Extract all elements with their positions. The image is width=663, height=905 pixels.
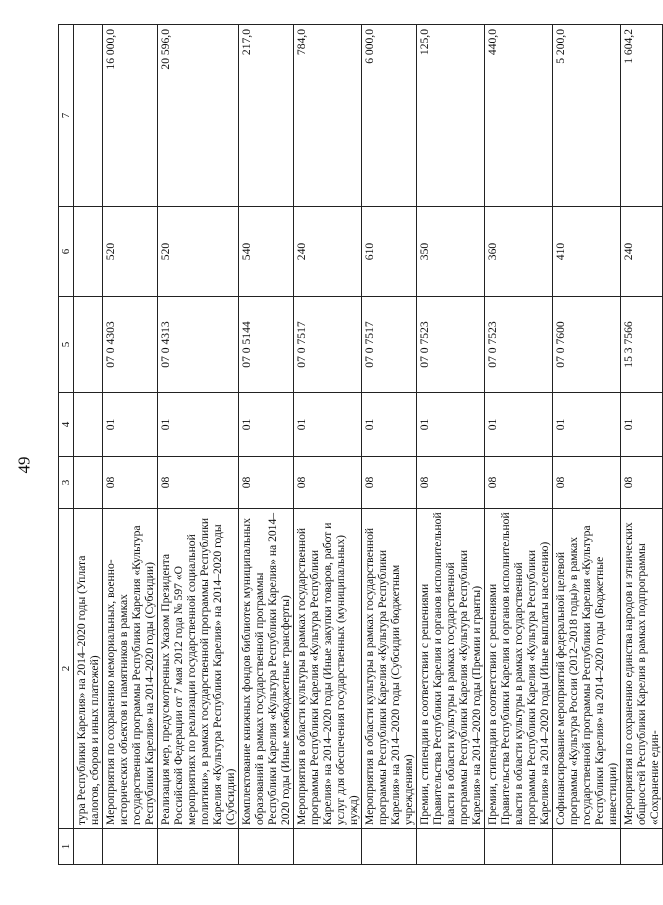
row-target-item: 07 0 7517 xyxy=(362,297,417,393)
row-description: Реализация мер, предусмотренных Указом Президента Российской Федерации от 7 мая 2012 года № 597 «О мероприятиях по реализации государственной социальной политики», в рамках государственной программы Республики Карелия «Культура Республики Карелия» на 2014–2020 годы (Субсидии) xyxy=(158,509,239,829)
row-description: Комплектование книжных фондов библиотек муниципальных образований в рамках государственной программы Республики Карелия «Культура Республики Карелия» на 2014–2020 годы (Иные межбюджетные трансферты) xyxy=(239,509,294,829)
row-expense-type: 240 xyxy=(621,207,663,297)
row-subsection: 01 xyxy=(239,393,294,457)
row-index xyxy=(485,829,553,865)
row-description: Мероприятия по сохранению мемориальных, военно-исторических объектов и памятников в рамках государственной программы Республики Карелия «Культура Республики Карелия» на 2014–2020 годы (Субсидии) xyxy=(103,509,158,829)
row-expense-type: 540 xyxy=(239,207,294,297)
row-expense-type: 520 xyxy=(158,207,239,297)
header-row xyxy=(59,25,74,865)
table-row xyxy=(239,25,294,865)
row-expense-type: 240 xyxy=(294,207,362,297)
row-expense-type xyxy=(74,207,103,297)
row-target-item: 07 0 7523 xyxy=(485,297,553,393)
table-row xyxy=(553,25,621,865)
row-subsection: 01 xyxy=(553,393,621,457)
row-section: 08 xyxy=(362,457,417,509)
row-expense-type: 610 xyxy=(362,207,417,297)
col-header-5: 5 xyxy=(59,297,74,393)
table-row xyxy=(158,25,239,865)
row-amount: 1 604,2 xyxy=(621,25,663,207)
row-section xyxy=(74,457,103,509)
page-number: 49 xyxy=(14,456,34,474)
row-index xyxy=(621,829,663,865)
row-index xyxy=(553,829,621,865)
row-section: 08 xyxy=(239,457,294,509)
budget-table xyxy=(58,24,663,865)
row-expense-type: 520 xyxy=(103,207,158,297)
budget-table-rotated xyxy=(58,25,661,865)
row-expense-type: 410 xyxy=(553,207,621,297)
row-target-item: 15 3 7566 xyxy=(621,297,663,393)
row-amount: 125,0 xyxy=(417,25,485,207)
row-amount: 20 596,0 xyxy=(158,25,239,207)
row-description: тура Республики Карелия» на 2014–2020 годы (Уплата налогов, сборов и иных платежей) xyxy=(74,509,103,829)
row-amount xyxy=(74,25,103,207)
row-description: Мероприятия по сохранению единства народов и этнических общностей Республики Карелия в рамках подпрограммы «Сохранение един- xyxy=(621,509,663,829)
row-description: Премии, стипендии в соответствии с решениями Правительства Республики Карелия и органов исполнительной власти в области культуры в рамках государственной программы Республики Карелия «Культура Республики Карелия» на 2014–2020 годы (Иные выплаты населению) xyxy=(485,509,553,829)
row-amount: 16 000,0 xyxy=(103,25,158,207)
row-amount: 440,0 xyxy=(485,25,553,207)
row-section: 08 xyxy=(485,457,553,509)
table-row xyxy=(621,25,663,865)
table-row xyxy=(417,25,485,865)
table-row xyxy=(294,25,362,865)
row-target-item xyxy=(74,297,103,393)
row-section: 08 xyxy=(103,457,158,509)
row-expense-type: 350 xyxy=(417,207,485,297)
table-row xyxy=(485,25,553,865)
row-index xyxy=(362,829,417,865)
row-section: 08 xyxy=(553,457,621,509)
row-expense-type: 360 xyxy=(485,207,553,297)
row-subsection: 01 xyxy=(103,393,158,457)
row-subsection: 01 xyxy=(158,393,239,457)
col-header-1: 1 xyxy=(59,829,74,865)
row-index xyxy=(158,829,239,865)
row-amount: 5 200,0 xyxy=(553,25,621,207)
table-row xyxy=(362,25,417,865)
row-amount: 6 000,0 xyxy=(362,25,417,207)
row-description: Мероприятия в области культуры в рамках государственной программы Республики Карелия «Культура Республики Карелия» на 2014–2020 годы (Иные закупки товаров, работ и услуг для обеспечения государственных (муниципальных) нужд) xyxy=(294,509,362,829)
row-section: 08 xyxy=(417,457,485,509)
row-subsection: 01 xyxy=(294,393,362,457)
col-header-3: 3 xyxy=(59,457,74,509)
table-row xyxy=(74,25,103,865)
table-row xyxy=(103,25,158,865)
row-target-item: 07 0 4303 xyxy=(103,297,158,393)
row-target-item: 07 0 7523 xyxy=(417,297,485,393)
row-section: 08 xyxy=(621,457,663,509)
row-subsection: 01 xyxy=(621,393,663,457)
row-subsection: 01 xyxy=(417,393,485,457)
row-amount: 784,0 xyxy=(294,25,362,207)
row-amount: 217,0 xyxy=(239,25,294,207)
col-header-4: 4 xyxy=(59,393,74,457)
row-description: Премии, стипендии в соответствии с решениями Правительства Республики Карелия и органов исполнительной власти в области культуры в рамках государственной программы Республики Карелия «Культура Республики Карелия» на 2014–2020 годы (Премии и гранты) xyxy=(417,509,485,829)
row-target-item: 07 0 7600 xyxy=(553,297,621,393)
row-target-item: 07 0 4313 xyxy=(158,297,239,393)
col-header-7: 7 xyxy=(59,25,74,207)
row-section: 08 xyxy=(294,457,362,509)
row-target-item: 07 0 7517 xyxy=(294,297,362,393)
row-index xyxy=(417,829,485,865)
row-description: Софинансирование мероприятий федеральной целевой программы «Культура России (2012–2018 годы)» в рамках государственной программы Республики Карелия «Культура Республики Карелия» на 2014–2020 годы (Бюджетные инвестиции) xyxy=(553,509,621,829)
row-index xyxy=(74,829,103,865)
row-target-item: 07 0 5144 xyxy=(239,297,294,393)
row-subsection: 01 xyxy=(362,393,417,457)
row-index xyxy=(239,829,294,865)
col-header-6: 6 xyxy=(59,207,74,297)
row-description: Мероприятия в области культуры в рамках государственной программы Республики Карелия «Культура Республики Карелия» на 2014–2020 годы (Субсидии бюджетным учреждениям) xyxy=(362,509,417,829)
row-subsection: 01 xyxy=(485,393,553,457)
row-index xyxy=(103,829,158,865)
row-subsection xyxy=(74,393,103,457)
row-index xyxy=(294,829,362,865)
col-header-2: 2 xyxy=(59,509,74,829)
row-section: 08 xyxy=(158,457,239,509)
